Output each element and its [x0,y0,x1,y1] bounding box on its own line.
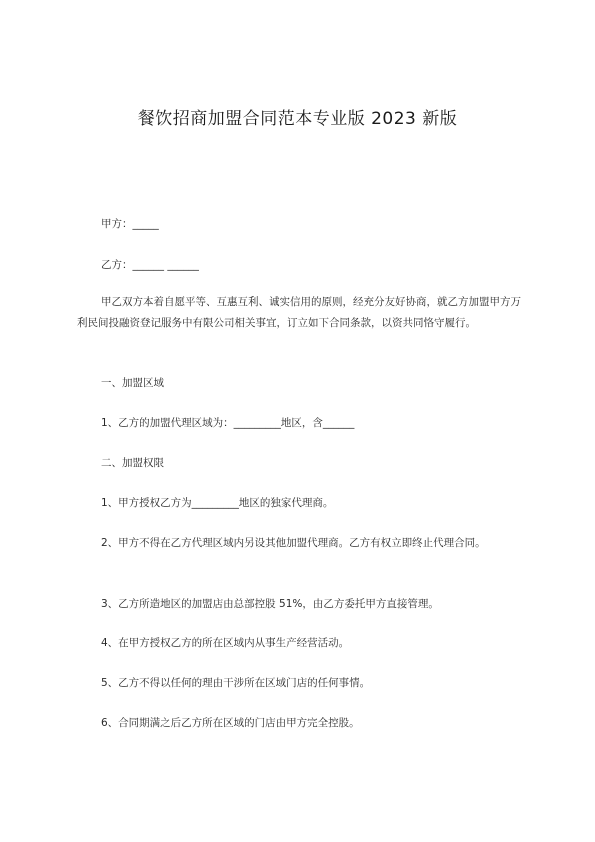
party-b-line: 乙方：______ ______ [101,259,199,271]
clause-2-6: 6、合同期满之后乙方所在区域的门店由甲方完全控股。 [101,717,360,729]
preamble-paragraph: 甲乙双方本着自愿平等、互惠互利、诚实信用的原则，经充分友好协商，就乙方加盟甲方万利民间投融资登记服务中有限公司相关事宜，订立如下合同条款，以资共同恪守履行。 [77,296,521,329]
document-title: 餐饮招商加盟合同范本专业版 2023 新版 [137,109,458,129]
clause-2-2: 2、甲方不得在乙方代理区域内另设其他加盟代理商。乙方有权立即终止代理合同。 [101,537,486,549]
clause-1-1: 1、乙方的加盟代理区域为：_________地区，含______ [101,417,355,429]
clause-2-4: 4、在甲方授权乙方的所在区域内从事生产经营活动。 [101,637,350,649]
clause-2-5: 5、乙方不得以任何的理由干涉所在区域门店的任何事情。 [101,677,371,689]
clause-2-3: 3、乙方所造地区的加盟店由总部控股 51%，由乙方委托甲方直接管理。 [101,598,439,610]
section-heading-franchise-area: 一、加盟区域 [101,377,164,389]
clause-2-1: 1、甲方授权乙方为_________地区的独家代理商。 [101,497,334,509]
section-heading-franchise-rights: 二、加盟权限 [101,457,164,469]
party-a-line: 甲方：_____ [101,218,159,230]
